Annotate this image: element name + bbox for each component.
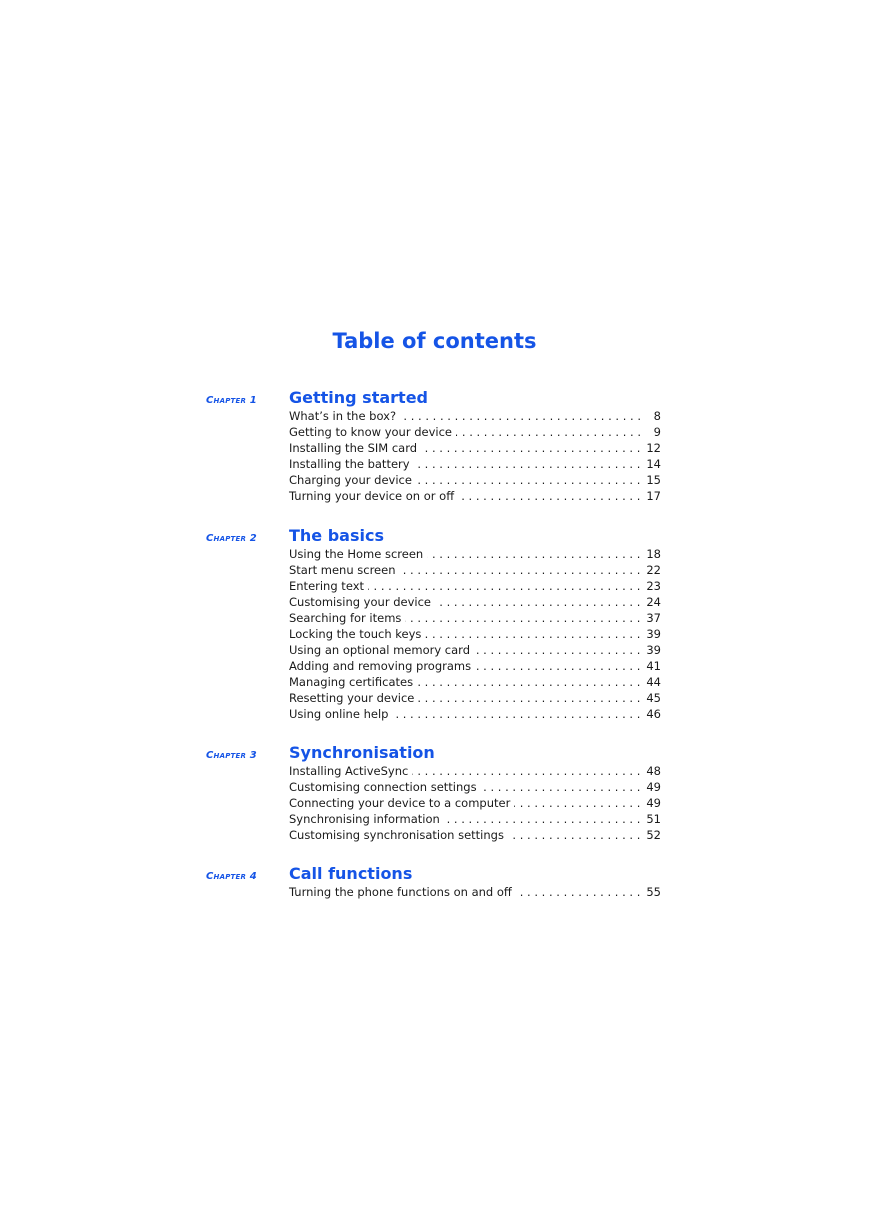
toc-entry-text: Adding and removing programs bbox=[289, 659, 472, 673]
toc-entry-text: Customising synchronisation settings bbox=[289, 828, 504, 842]
toc-entry-page: 48 bbox=[646, 764, 661, 778]
dot-leader bbox=[400, 562, 641, 578]
toc-entry-text: Using the Home screen bbox=[289, 547, 424, 561]
toc-entry-page: 46 bbox=[646, 707, 661, 721]
toc-entry-page: 23 bbox=[646, 579, 661, 593]
dot-leader bbox=[444, 811, 641, 827]
chapter-label: Chapter 1 bbox=[206, 395, 257, 406]
toc-entry[interactable] bbox=[289, 472, 661, 488]
toc-entry-text: Searching for items bbox=[289, 611, 402, 625]
toc-entry-text: Synchronising information bbox=[289, 812, 440, 826]
dot-leader bbox=[414, 456, 641, 472]
toc-entry-text: Connecting your device to a computer bbox=[289, 796, 511, 810]
toc-entry-page: 24 bbox=[646, 595, 661, 609]
toc-entry-page: 41 bbox=[646, 659, 661, 673]
toc-entry-page: 8 bbox=[653, 409, 661, 423]
toc-entry[interactable] bbox=[289, 562, 661, 578]
toc-entry-page: 39 bbox=[646, 627, 661, 641]
toc-entry[interactable] bbox=[289, 594, 661, 610]
dot-leader bbox=[392, 706, 640, 722]
toc-entry[interactable] bbox=[289, 690, 661, 706]
toc-entry-text: Resetting your device bbox=[289, 691, 415, 705]
dot-leader bbox=[475, 658, 640, 674]
toc-entry[interactable] bbox=[289, 408, 661, 424]
dot-leader bbox=[421, 440, 640, 456]
toc-entry[interactable] bbox=[289, 706, 661, 722]
dot-leader bbox=[425, 626, 640, 642]
toc-entry-text: Locking the touch keys bbox=[289, 627, 422, 641]
toc-entry-page: 37 bbox=[646, 611, 661, 625]
chapter-label: Chapter 3 bbox=[206, 750, 257, 761]
toc-entry[interactable] bbox=[289, 626, 661, 642]
toc-entry-page: 18 bbox=[646, 547, 661, 561]
toc-entry-text: Using an optional memory card bbox=[289, 643, 471, 657]
toc-entry-page: 49 bbox=[646, 780, 661, 794]
dot-leader bbox=[400, 408, 641, 424]
toc-entry[interactable] bbox=[289, 674, 661, 690]
toc-entry[interactable] bbox=[289, 642, 661, 658]
dot-leader bbox=[435, 594, 640, 610]
toc-entry[interactable] bbox=[289, 763, 661, 779]
toc-entry-text: Charging your device bbox=[289, 473, 412, 487]
dot-leader bbox=[418, 690, 640, 706]
toc-entry-list bbox=[289, 884, 661, 900]
chapter-title: The basics bbox=[289, 526, 384, 545]
toc-entry-page: 55 bbox=[646, 885, 661, 899]
toc-entry-text: Start menu screen bbox=[289, 563, 396, 577]
toc-entry[interactable] bbox=[289, 456, 661, 472]
toc-entry-text: Installing ActiveSync bbox=[289, 764, 409, 778]
toc-entry[interactable] bbox=[289, 546, 661, 562]
toc-entry-page: 22 bbox=[646, 563, 661, 577]
toc-entry-page: 39 bbox=[646, 643, 661, 657]
toc-entry[interactable] bbox=[289, 779, 661, 795]
dot-leader bbox=[481, 779, 641, 795]
toc-entry-page: 14 bbox=[646, 457, 661, 471]
toc-entry-text: Installing the SIM card bbox=[289, 441, 418, 455]
toc-entry-page: 52 bbox=[646, 828, 661, 842]
dot-leader bbox=[516, 884, 641, 900]
toc-entry[interactable] bbox=[289, 424, 661, 440]
dot-leader bbox=[405, 610, 640, 626]
dot-leader bbox=[508, 827, 640, 843]
toc-entry-text: Managing certificates bbox=[289, 675, 414, 689]
toc-entry-page: 44 bbox=[646, 675, 661, 689]
toc-entry-page: 51 bbox=[646, 812, 661, 826]
toc-entry-page: 12 bbox=[646, 441, 661, 455]
toc-entry-list bbox=[289, 408, 661, 504]
chapter-label: Chapter 4 bbox=[206, 871, 257, 882]
toc-entry-text: Entering text bbox=[289, 579, 365, 593]
dot-leader bbox=[456, 424, 641, 440]
toc-entry[interactable] bbox=[289, 811, 661, 827]
toc-entry-page: 15 bbox=[646, 473, 661, 487]
toc-entry[interactable] bbox=[289, 658, 661, 674]
toc-entry-text: What’s in the box? bbox=[289, 409, 397, 423]
toc-entry-page: 9 bbox=[653, 425, 661, 439]
dot-leader bbox=[368, 578, 640, 594]
toc-entry-page: 17 bbox=[646, 489, 661, 503]
toc-entry[interactable] bbox=[289, 610, 661, 626]
dot-leader bbox=[416, 472, 640, 488]
toc-entry-text: Using online help bbox=[289, 707, 389, 721]
toc-entry[interactable] bbox=[289, 440, 661, 456]
dot-leader bbox=[458, 488, 640, 504]
toc-entry-text: Customising connection settings bbox=[289, 780, 477, 794]
chapter-label: Chapter 2 bbox=[206, 533, 257, 544]
chapter-title: Getting started bbox=[289, 388, 428, 407]
toc-entry-page: 45 bbox=[646, 691, 661, 705]
toc-entry[interactable] bbox=[289, 827, 661, 843]
toc-entry[interactable] bbox=[289, 578, 661, 594]
toc-entry-text: Customising your device bbox=[289, 595, 431, 609]
dot-leader bbox=[412, 763, 640, 779]
toc-entry[interactable] bbox=[289, 488, 661, 504]
dot-leader bbox=[514, 795, 640, 811]
dot-leader bbox=[417, 674, 640, 690]
toc-entry[interactable] bbox=[289, 884, 661, 900]
toc-entry-list bbox=[289, 763, 661, 843]
toc-entry[interactable] bbox=[289, 795, 661, 811]
toc-entry-page: 49 bbox=[646, 796, 661, 810]
toc-entry-list bbox=[289, 546, 661, 722]
toc-entry-text: Turning the phone functions on and off bbox=[289, 885, 512, 899]
toc-entry-text: Turning your device on or off bbox=[289, 489, 455, 503]
toc-entry-text: Getting to know your device bbox=[289, 425, 452, 439]
dot-leader bbox=[474, 642, 640, 658]
page-title: Table of contents bbox=[332, 329, 537, 353]
toc-entry-text: Installing the battery bbox=[289, 457, 410, 471]
chapter-title: Call functions bbox=[289, 864, 413, 883]
dot-leader bbox=[427, 546, 640, 562]
chapter-title: Synchronisation bbox=[289, 743, 435, 762]
